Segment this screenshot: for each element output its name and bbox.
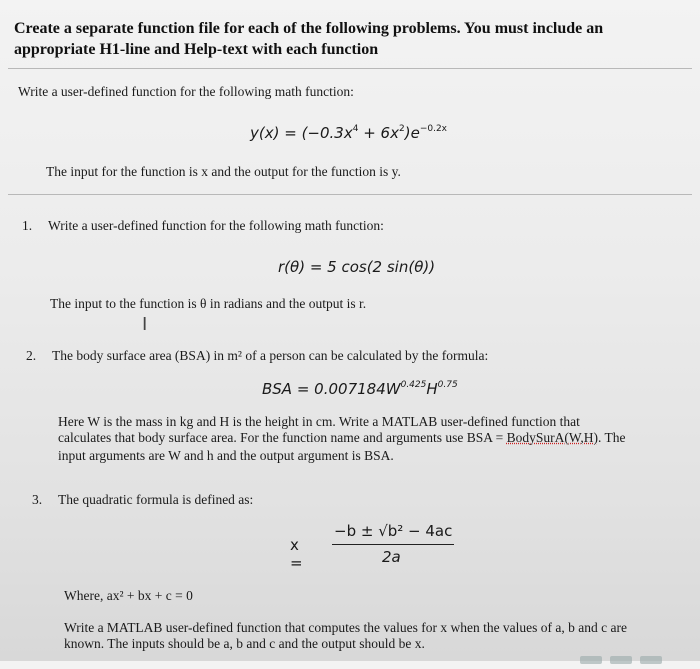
problem-number: 3. <box>32 492 43 507</box>
intro-io-text: The input for the function is x and the output for the function is y. <box>46 164 401 179</box>
divider <box>8 68 692 69</box>
problem-3-where-text: Where, ax² + bx + c = 0 <box>64 588 193 603</box>
divider <box>8 194 692 195</box>
problem-2-statement: The body surface area (BSA) in m² of a person can be calculated by the formula: <box>52 348 489 363</box>
fraction-bar <box>332 544 454 545</box>
problem-number: 2. <box>26 348 37 363</box>
problem-3-desc-line-1: Write a MATLAB user-defined function that computes the values for x when the values of a, b and c are <box>64 620 627 635</box>
problem-1-equation: r(θ) = 5 cos(2 sin(θ)) <box>278 258 436 276</box>
formula-lhs: x = <box>290 536 303 572</box>
problem-2-equation: BSA = $0.007184W^{0.425}H^{0.75}$ <box>262 380 458 398</box>
problem-2-desc-line-3: input arguments are W and h and the output argument is BSA. <box>58 448 394 463</box>
instructions-header <box>14 18 674 60</box>
header-line-2: appropriate H1-line and Help-text with each function <box>14 41 379 58</box>
problem-1-io-text: The input to the function is θ in radians and the output is r. <box>50 296 367 311</box>
problem-3-desc-line-2: known. The inputs should be a, b and c and the output should be x. <box>64 636 425 651</box>
problem-1-statement: Write a user-defined function for the following math function: <box>48 218 384 233</box>
formula-numerator: −b ± √b² − 4ac <box>334 522 453 540</box>
intro-statement: Write a user-defined function for the following math function: <box>18 84 354 99</box>
problem-number: 1. <box>22 218 33 233</box>
formula-denominator: 2a <box>382 548 401 566</box>
problem-3-statement: The quadratic formula is defined as: <box>58 492 254 507</box>
problem-2-desc-line-2: calculates that body surface area. For the function name and arguments use BSA = BodySurA(W,H). The <box>58 430 626 445</box>
problem-2-desc-line-1: Here W is the mass in kg and H is the height in cm. Write a MATLAB user-defined function that <box>58 414 580 429</box>
header-line-1: Create a separate function file for each of the following problems. You must include an <box>14 20 604 37</box>
intro-equation: $y(x) = (-0.3x^4 + 6x^2)e^{-0.2x}$ <box>250 124 447 142</box>
text-cursor-icon: I <box>142 314 148 335</box>
taskbar-fragment <box>572 651 692 661</box>
